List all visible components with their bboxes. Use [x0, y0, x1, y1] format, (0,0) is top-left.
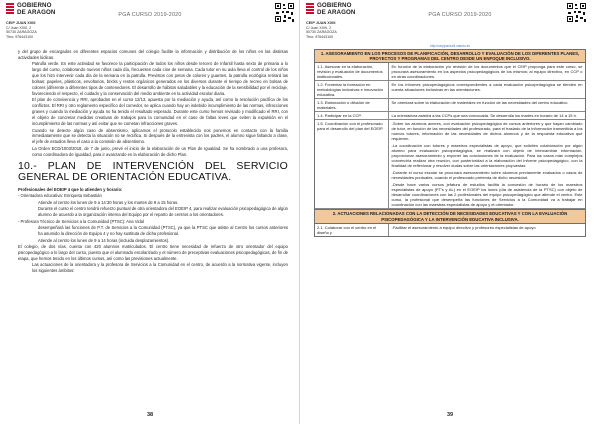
row-content [389, 99, 585, 111]
pga-title: PGA CURSO 2019-2020 [118, 12, 182, 18]
row-label: 1.2. Fomentar la formación en metodologías inclusivas e innovación educativa. [315, 81, 389, 98]
school-name: CEIP JUAN XXIII [6, 21, 36, 25]
ptsc-label: - Profesora Técnico de Servicios a la Comunidad (PTSC): Ana Vidal [18, 218, 144, 224]
page-number: 39 [446, 412, 454, 418]
row-content [389, 112, 585, 119]
table-row [315, 63, 585, 81]
row-label: 1.4. Participar en la CCP. [315, 112, 389, 119]
qr-code-icon [566, 2, 587, 23]
school-name: CEIP JUAN XXIII [306, 21, 336, 25]
table-row [315, 120, 585, 209]
school-address-1: C/ Juan XXIII, 2 [6, 25, 32, 30]
row-label: 1.5. Coordinación con el profesorado para el desarrollo del plan del EOEIP. [315, 120, 389, 208]
actions-table [314, 49, 586, 237]
pga-title: PGA CURSO 2019-2020 [428, 12, 492, 18]
row-paragraph: -Facilitar el asesoramiento a equipo directivo y profesores especialistas de apoyo [391, 224, 536, 230]
row-paragraph: -Sobre los alumnos acnees, con evaluación psicopedagógica de cursos anteriores y que hayan cambiado de tutor, en función de las necesidades del profesorado, para el traslado de la información transmitida a los nuevos tutores, información de las necesidades de dichos alumnos y de la respuesta educativa que requieren. [391, 121, 583, 142]
paragraph: y del grupo de encargados en diferentes espacios comunes del colegio facilite la información y distribución de los niños en las distintas actividades lúdicas. [18, 49, 288, 60]
row-paragraph: En los informes psicopedagógicos correspondientes a cada evaluación psicopedagógica se tienden en cuenta situaciones inclusivas en las orientaciones. [391, 82, 583, 93]
school-phone: Tfno: 976443100 [6, 34, 34, 39]
paragraph: Cuando se detecte algún caso de absentismo, aplicamos el protocolo establecido nos ponemos en contacto con la familia inmediatamente que se detecta la situación no se rectifica. Si después de la entrevista con los padres, el alumno sigue faltando a clase, el jefe de estudios lleva el caso a la comisión de absentismo. [32, 127, 288, 145]
ptsc-line: desempeñará las funciones de P.T. de Servicios a la Comunidad (PTSC), ya que la PTSC que asiste al Centro los cursos anteriores ha asumido la dirección de Equipo 4 y no hay sustituta de dicha profesional. [38, 225, 288, 236]
school-address-1: C/ Juan XXIII, 2 [306, 25, 332, 30]
row-content [389, 120, 585, 208]
orientadora-line: Durante el curso el centro tendrá refuerzo puntual de otra orientadora del EOEIP 4, para realizar evaluación psicopedagógica de algún alumno de acuerdo a la organización interna del Equipo por el reparto de centros a los orientadores. [38, 206, 288, 218]
row-label: 1.1. Asesorar en la elaboración, revisión y evaluación de documentos institucionales. [315, 63, 389, 80]
logo-line-1: GOBIERNO [17, 2, 52, 9]
page-number: 38 [146, 412, 154, 418]
logo-line-1: GOBIERNO [317, 2, 352, 9]
paragraph: El plan de convivencia y RRI, aprobados en el curso 12/13, apuesta por la mediación y ayuda, así como la resolución pacífica de los conflictos. El RRI y otro reglamento específico del comedor, se aplica cuando hay un indebido incumplimiento de las normas, infracciones graves y cuando la mediación y ayuda no ha tenido el resultado esperado. Durante este curso hemos revisado y modificado el RRI, con el objeto de concretar medidas creativas de trabajos para la comunidad en el caso de faltas leves que eviten la expulsión en el incumplimiento de las normas y así evitar que se cometan infracciones graves. [32, 97, 288, 127]
ptsc-line: Atiende al centro los lunes de 9 a 14 horas (incluida desplazamientos). [38, 237, 170, 243]
table-row [315, 99, 585, 112]
staff-heading: Profesionales del EOEIP 4 que lo atienden y horario: [18, 186, 123, 192]
blog-link[interactable]: http://ceipjuanxxiii.catedu.es [430, 44, 470, 48]
logo-line-2: DE ARAGON [17, 9, 56, 16]
row-label: 1.3. Elaboración o difusión de materiales. [315, 99, 389, 111]
qr-code-icon [274, 2, 295, 23]
left-page-body [18, 49, 288, 275]
row-paragraph: -Durante el curso escolar se procurará asesoramiento sobre alumnos previamente evaluados o casos de necesidades puntuales, cuando el profesorado pretenda de dicho necesidad. [391, 170, 583, 181]
school-address-2: 50730 ZARAGOZA [306, 30, 337, 35]
logo-line-2: DE ARAGON [317, 9, 356, 16]
row-paragraph: La orientadora asistirá a las CCPs que sea convocada. Se desarrolla los martes en horario de 14 a 15 h. [391, 113, 577, 119]
page-header [0, 0, 300, 48]
table-row [315, 81, 585, 99]
school-address-2: 50730 ZARAGOZA [6, 30, 37, 35]
table-row [315, 224, 585, 236]
page-right [300, 0, 600, 424]
paragraph: Patrulla verde. En este actividad se favorece la participación de todos los niños desde tercero de Infantil hasta sexto de primaria a lo largo del curso, colaborando nuevos niños cada día, frecuentes cada cine de semana. Cada tutor en su aula lleva el control de los niños que los hizo intervenir cada día de la semana en la patrulla. Previstos con petos de colores y guantes, la patrulla ecológica retirará las bolsas: papeles, plásticos, envoltorios, bricks y restos orgánicos generados en los diversos durante el tiempo de recreo en bolsas de colores (diferente a diferentes tipos de contenedores. El desarrollo de hábitos saludables y la educación de la sensibilidad por el reciclaje, favoreciendo el respecto, el cuidado y la conservación del medio ambiente en la actividad escolar diaria. [32, 61, 288, 96]
school-info [6, 21, 37, 39]
row-content [389, 224, 585, 236]
table-row [315, 112, 585, 120]
row-content [389, 81, 585, 98]
orientadora-label: - Orientadora educativa: Enriqueta Sebastián [18, 193, 102, 199]
school-info [306, 21, 337, 39]
section-1-title: 1. ASESORAMIENTO EN LOS PROCESOS DE PLANIFICACIÓN, DESARROLLO Y EVALUACIÓN DE LOS DIFERENTES PLANES, PROYECTOS Y PROGRAMAS DEL CENTRO DESDE UN ENFOQUE INCLUSIVO. [315, 50, 585, 63]
row-paragraph: Se orientará sobre la elaboración de materiales en función de las necesidades del centro educativo. [391, 100, 569, 106]
school-phone: Tfno: 976443100 [306, 34, 334, 39]
row-label: 2.1. Colaborar con el centro en el diseño y [315, 224, 389, 236]
paragraph: El colegio, de dos vías, cuenta con 420 alumnos matriculados. El centro tiene necesidad de refuerzo de otro orientador del equipo psicopedagógico a lo largo del curso, puesto que el alumnado escolarizado y el número de preceptivas evaluaciones psicopedagógicas, de fin de etapa, que hemos tenido en los últimos cursos, así como las previsiones actualmente. [18, 244, 288, 261]
paragraph: La Orden ECD/1003/2018, de 7 de junio, prevé el inicio de la elaboración de un Plan de Igualdad. Se ha nombrado a una profesora, como coordinadora de igualdad, para ir avanzando en la elaboración de dicho Plan. [32, 145, 288, 157]
paragraph: Las actuaciones de la orientadora y la profesora de Servicios a la Comunidad en el centro, de acuerdo a la normativa vigente, incluyen los siguientes ámbitos: [32, 262, 288, 274]
row-content [389, 63, 585, 80]
orientadora-line: Atiende al centro los lunes de 9 a 14:30 horas y los martes de 9 a 15 horas. [38, 199, 179, 205]
section-2-title: 2. ACTUACIONES RELACIONADAS CON LA DETECCIÓN DE NECESIDADES EDUCATIVAS Y CON LA EVALUACIÓN PSICOPEDAGÓGICA Y LA INTERVENCIÓN EDUCATIVA INCLUSIVA. [315, 209, 585, 223]
page-header [300, 0, 600, 48]
row-paragraph: En función de la elaboración y/o revisión de los documentos que el CEIP proponga para este curso, se procurará asesoramiento en los aspectos psicopedagógicos de los mismos; al equipo directivo, en CCP o en otras coordinaciones. [391, 64, 583, 80]
section-heading: 10.- PLAN DE INTERVENCIÓN DEL SERVICIO GENERAL DE ORIENTACIÓN EDUCATIVA. [18, 159, 288, 184]
row-paragraph: -Desde hace varios cursos jefatura de estudios facilita la concesión de horario de los maestros especialistas de apoyo (PT's y AL) en el EOEIP los lunes (día de asistencia de la PTSC) con objeto de desarrollar coordinaciones con las 2 profesionales del equipo psicopedagógico que atiende el centro. Este curso, la profesional que desempeña las funciones de Servicios a la Comunidad va a trabajar en coordinación con las maestras especialistas de apoyo y el orientador. [391, 182, 583, 208]
row-paragraph: -La coordinación con tutores y maestros especialistas de apoyo, que soliciten colaboración por algún alumno para evaluación psicopedagógica, se realizará con objeto de intercambiar información, proporcionar asesoramiento y exponer las conclusiones de la evaluación. Para los casos más complejos convendría realizar otra reunión, con posterioridad a la elaboración del informe psicopedagógico, con la finalidad de reflexionar y resolver dudas sobre las orientaciones propuestas. [391, 143, 583, 169]
